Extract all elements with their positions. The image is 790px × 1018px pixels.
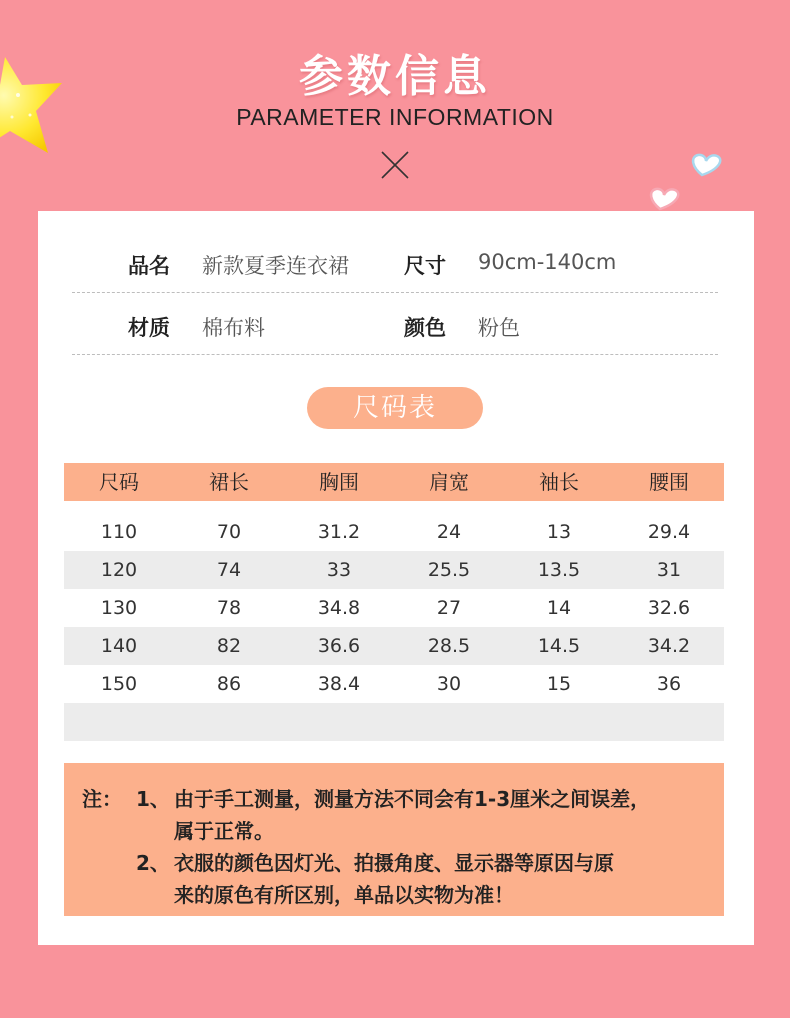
note-text: 来的原色有所区别，单品以实物为准！ <box>174 883 514 907</box>
info-label: 颜色 <box>404 316 446 340</box>
table-cell: 31 <box>656 559 682 581</box>
table-row <box>64 513 724 551</box>
table-cell: 34.2 <box>647 635 691 657</box>
note-text: 属于正常。 <box>174 819 274 843</box>
header-cell: 胸围 <box>319 470 359 494</box>
table-row-empty <box>64 703 724 741</box>
table-cell: 33 <box>326 559 352 581</box>
table-cell: 15 <box>546 673 572 695</box>
table-cell: 140 <box>100 635 138 657</box>
table-row <box>64 551 724 589</box>
note-item-number: 2、 <box>136 851 170 875</box>
page-title: 参数信息 <box>299 51 491 102</box>
table-cell: 38.4 <box>317 673 361 695</box>
info-value: 棉布料 <box>202 316 265 340</box>
table-cell: 150 <box>100 673 138 695</box>
header-cell: 尺码 <box>99 470 139 494</box>
info-row <box>72 296 718 355</box>
hearts-decoration-icon <box>640 145 730 215</box>
table-cell: 25.5 <box>427 559 471 581</box>
note-label: 注： <box>82 787 122 811</box>
note-item-number: 1、 <box>136 787 170 811</box>
info-value: 90cm-140cm <box>478 250 617 274</box>
table-cell: 27 <box>436 597 462 619</box>
table-cell: 82 <box>216 635 242 657</box>
table-cell: 86 <box>216 673 242 695</box>
table-row <box>64 665 724 703</box>
size-chart-title: 尺码表 <box>307 387 483 429</box>
note-text: 由于手工测量，测量方法不同会有1-3厘米之间误差， <box>174 787 651 811</box>
table-header <box>64 463 724 501</box>
info-value: 新款夏季连衣裙 <box>202 254 349 278</box>
size-chart-table <box>64 463 724 741</box>
table-cell: 110 <box>100 521 138 543</box>
table-cell: 30 <box>436 673 462 695</box>
header-cell: 腰围 <box>649 470 689 494</box>
table-cell: 13 <box>546 521 572 543</box>
table-cell: 28.5 <box>427 635 471 657</box>
header-cell: 裙长 <box>209 470 249 494</box>
table-cell: 14 <box>546 597 572 619</box>
table-cell: 74 <box>216 559 242 581</box>
table-cell: 78 <box>216 597 242 619</box>
table-cell: 24 <box>436 521 462 543</box>
info-row <box>72 234 718 293</box>
table-cell: 130 <box>100 597 138 619</box>
cross-divider-icon <box>380 150 410 180</box>
header-cell: 袖长 <box>539 470 579 494</box>
table-cell: 36.6 <box>317 635 361 657</box>
page-subtitle: PARAMETER INFORMATION <box>236 104 554 130</box>
table-cell: 70 <box>216 521 242 543</box>
note-text: 衣服的颜色因灯光、拍摄角度、显示器等原因与原 <box>174 851 614 875</box>
table-cell: 32.6 <box>647 597 691 619</box>
note-box <box>64 763 724 916</box>
table-cell: 34.8 <box>317 597 361 619</box>
info-value: 粉色 <box>478 316 520 340</box>
info-label: 尺寸 <box>404 254 446 278</box>
header-cell: 肩宽 <box>429 470 469 494</box>
info-label: 品名 <box>128 254 170 278</box>
table-cell: 13.5 <box>537 559 581 581</box>
table-row <box>64 589 724 627</box>
table-cell: 29.4 <box>647 521 691 543</box>
table-cell: 36 <box>656 673 682 695</box>
table-cell: 14.5 <box>537 635 581 657</box>
info-label: 材质 <box>128 316 170 340</box>
table-cell: 120 <box>100 559 138 581</box>
table-row <box>64 627 724 665</box>
parameter-card <box>38 211 754 945</box>
table-cell: 31.2 <box>317 521 361 543</box>
